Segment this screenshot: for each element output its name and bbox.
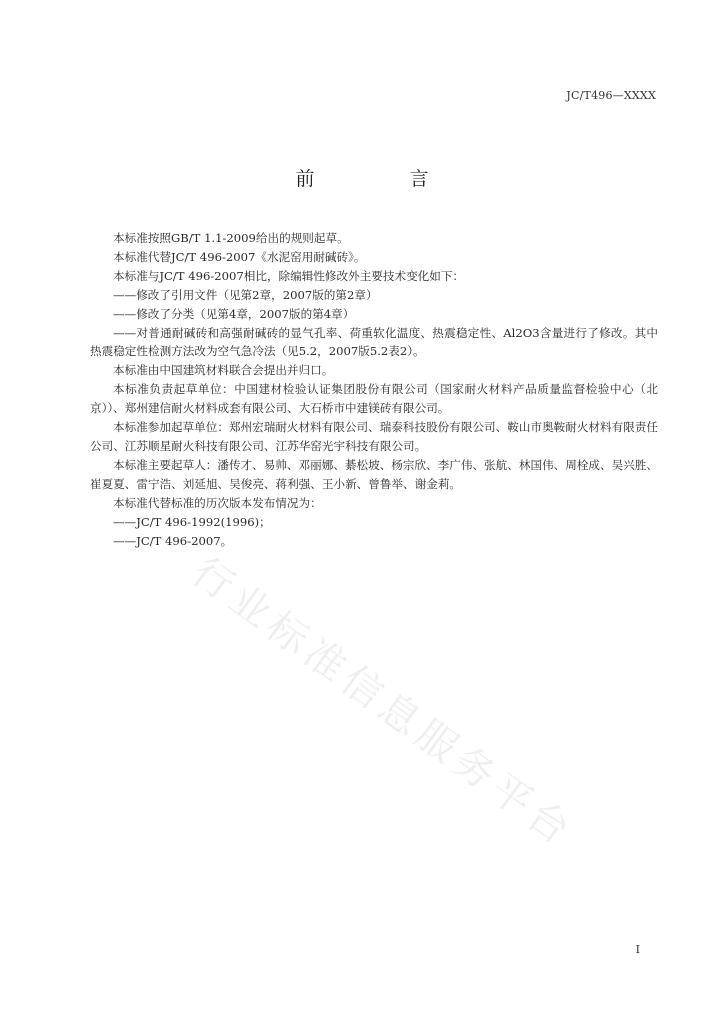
version-history-item-1992: ——JC/T 496-1992(1996)； (113, 514, 271, 529)
document-code-header: JC/T496—XXXX (566, 89, 656, 102)
paragraph-main-drafters: 本标准主要起草人：潘传才、易帅、邓丽娜、綦松坡、杨宗欣、李广伟、张航、林国伟、周栓成、吴兴胜、崔夏夏、雷宁浩、刘延旭、吴俊亮、蒋利强、王小新、曾鲁举、谢金莉。 (90, 457, 658, 491)
page-number: I (635, 943, 640, 956)
paragraph-lead-drafters: 本标准负责起草单位：中国建材检验认证集团股份有限公司（国家耐火材料产品质量监督检验中心（北京））、郑州建信耐火材料成套有限公司、大石桥市中建镁砖有限公司。 (90, 382, 658, 416)
change-item-properties: ——对普通耐碱砖和高强耐碱砖的显气孔率、荷重软化温度、热震稳定性、Al2O3含量进行了修改。其中热震稳定性检测方法改为空气急冷法（见5.2，2007版5.2表2）。 (90, 325, 658, 359)
change-item-classification: ——修改了分类（见第4章，2007版的第4章） (113, 306, 355, 321)
paragraph-drafting-rules: 本标准按照GB/T 1.1-2009给出的规则起草。 (113, 231, 349, 245)
version-history-item-2007: ——JC/T 496-2007。 (113, 533, 233, 548)
page-title: 前 言 (295, 168, 467, 190)
paragraph-changes-intro: 本标准与JC/T 496-2007相比，除编辑性修改外主要技术变化如下： (113, 268, 465, 283)
change-item-references: ——修改了引用文件（见第2章，2007版的第2章） (113, 287, 378, 302)
paragraph-replaces: 本标准代替JC/T 496-2007《水泥窑用耐碱砖》。 (113, 249, 366, 264)
paragraph-participating-drafters: 本标准参加起草单位：郑州宏瑞耐火材料有限公司、瑞泰科技股份有限公司、鞍山市奥鞍耐火材料有限责任公司、江苏顺星耐火科技有限公司、江苏华窑光宇科技有限公司。 (90, 420, 658, 453)
paragraph-proposed-by: 本标准由中国建筑材料联合会提出并归口。 (113, 363, 334, 378)
paragraph-version-history-intro: 本标准代替标准的历次版本发布情况为： (113, 495, 322, 510)
watermark: 行业标准信息服务平台 (183, 549, 583, 857)
foreword-body (90, 229, 658, 550)
